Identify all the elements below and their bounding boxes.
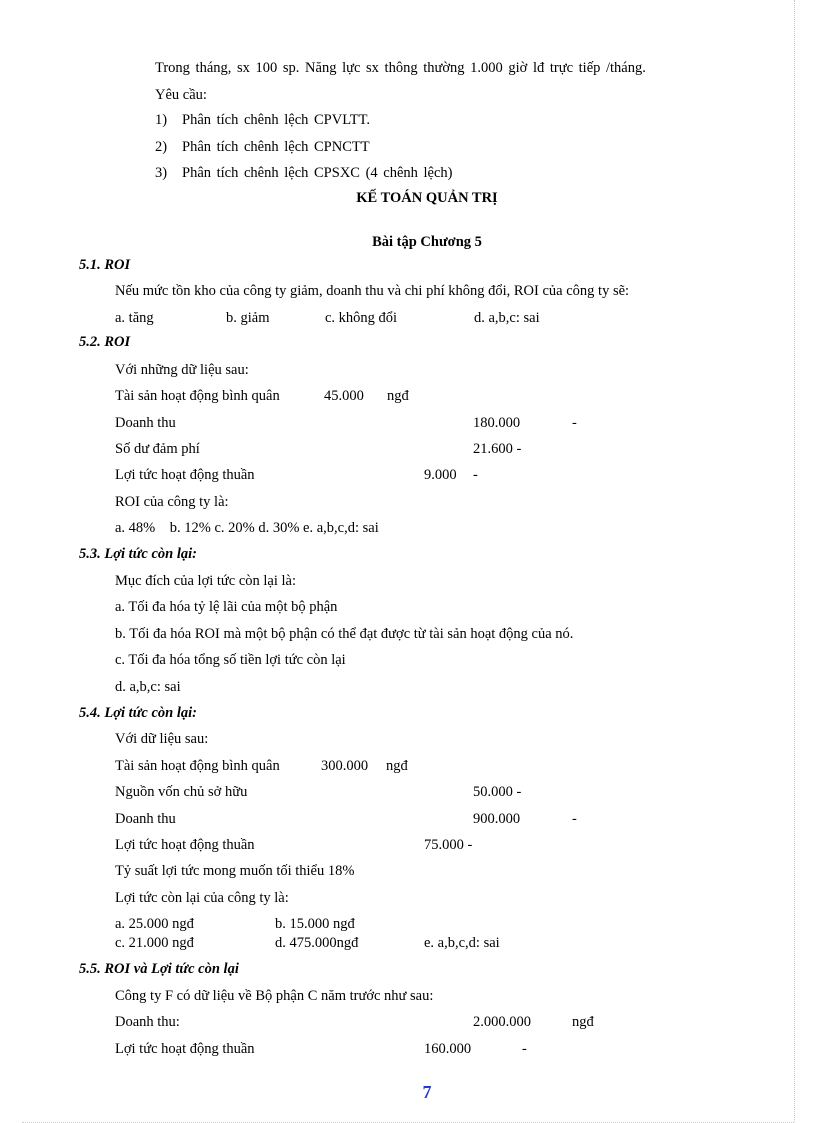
option: d. a,b,c: sai (115, 679, 181, 695)
data-unit: ngđ (387, 388, 409, 404)
page-number: 7 (422, 1082, 432, 1102)
data-label: Lợi tức hoạt động thuần (115, 467, 255, 483)
data-unit: - (572, 415, 577, 431)
option: a. Tối đa hóa tỷ lệ lãi của một bộ phận (115, 599, 338, 615)
question-text: Mục đích của lợi tức còn lại là: (115, 573, 297, 589)
req-text: Phân tích chênh lệch CPNCTT (182, 139, 370, 155)
data-label: Tài sản hoạt động bình quân (115, 758, 280, 774)
option: b. 15.000 ngđ (275, 916, 355, 932)
chapter-subtitle: Bài tập Chương 5 (372, 234, 482, 250)
rate-text: Tỷ suất lợi tức mong muốn tối thiểu 18% (115, 863, 355, 879)
section-heading: 5.5. ROI và Lợi tức còn lại (79, 961, 239, 977)
data-label: Doanh thu: (115, 1014, 180, 1030)
question-text: Nếu mức tồn kho của công ty giảm, doanh thu và chi phí không đổi, ROI của công ty sẽ: (115, 283, 630, 299)
data-value: 9.000 (424, 467, 457, 483)
req-number: 2) (155, 139, 168, 155)
data-label: Nguồn vốn chủ sở hữu (115, 784, 248, 800)
section-heading: 5.1. ROI (79, 257, 131, 273)
data-label: Doanh thu (115, 811, 176, 827)
data-value: 21.600 - (473, 441, 522, 457)
intro-line: Trong tháng, sx 100 sp. Năng lực sx thông thường 1.000 giờ lđ trực tiếp /tháng. (155, 60, 646, 76)
section-heading: 5.4. Lợi tức còn lại: (79, 705, 197, 721)
data-value: 180.000 (473, 415, 521, 431)
data-value: 75.000 - (424, 837, 473, 853)
data-intro: Công ty F có dữ liệu về Bộ phận C năm trước như sau: (115, 988, 434, 1004)
data-unit: ngđ (386, 758, 408, 774)
data-label: Tài sản hoạt động bình quân (115, 388, 280, 404)
option: d. 475.000ngđ (275, 935, 359, 951)
data-intro: Với dữ liệu sau: (115, 731, 209, 747)
data-value: 2.000.000 (473, 1014, 531, 1030)
data-value: 160.000 (424, 1041, 472, 1057)
data-unit: - (572, 811, 577, 827)
section-heading: 5.3. Lợi tức còn lại: (79, 546, 197, 562)
data-value: 45.000 (324, 388, 364, 404)
data-unit: - (473, 467, 478, 483)
requirements-label: Yêu cầu: (155, 87, 207, 103)
data-value: 300.000 (321, 758, 369, 774)
data-label: Doanh thu (115, 415, 176, 431)
data-unit: ngđ (572, 1014, 594, 1030)
option: e. a,b,c,d: sai (424, 935, 500, 951)
data-intro: Với những dữ liệu sau: (115, 362, 249, 378)
data-value: 900.000 (473, 811, 521, 827)
option: a. tăng (115, 310, 154, 326)
data-value: 50.000 - (473, 784, 522, 800)
req-number: 3) (155, 165, 168, 181)
option: a. 25.000 ngđ (115, 916, 194, 932)
section-heading: 5.2. ROI (79, 334, 131, 350)
option: d. a,b,c: sai (474, 310, 540, 326)
question-text: ROI của công ty là: (115, 494, 229, 510)
option: c. Tối đa hóa tổng số tiền lợi tức còn lại (115, 652, 346, 668)
option: b. giảm (226, 310, 270, 326)
data-label: Lợi tức hoạt động thuần (115, 837, 255, 853)
question-text: Lợi tức còn lại của công ty là: (115, 890, 289, 906)
option: b. Tối đa hóa ROI mà một bộ phận có thể đạt được từ tài sản hoạt động của nó. (115, 626, 574, 642)
data-label: Số dư đảm phí (115, 441, 200, 457)
data-unit: - (522, 1041, 527, 1057)
data-label: Lợi tức hoạt động thuần (115, 1041, 255, 1057)
option: c. 21.000 ngđ (115, 935, 194, 951)
req-text: Phân tích chênh lệch CPVLTT. (182, 112, 371, 128)
option: c. không đổi (325, 310, 398, 326)
option-row: a. 48% b. 12% c. 20% d. 30% e. a,b,c,d: sai (115, 520, 379, 536)
req-number: 1) (155, 112, 168, 128)
req-text: Phân tích chênh lệch CPSXC (4 chênh lệch) (182, 165, 453, 181)
document-title: KẾ TOÁN QUẢN TRỊ (356, 190, 498, 206)
